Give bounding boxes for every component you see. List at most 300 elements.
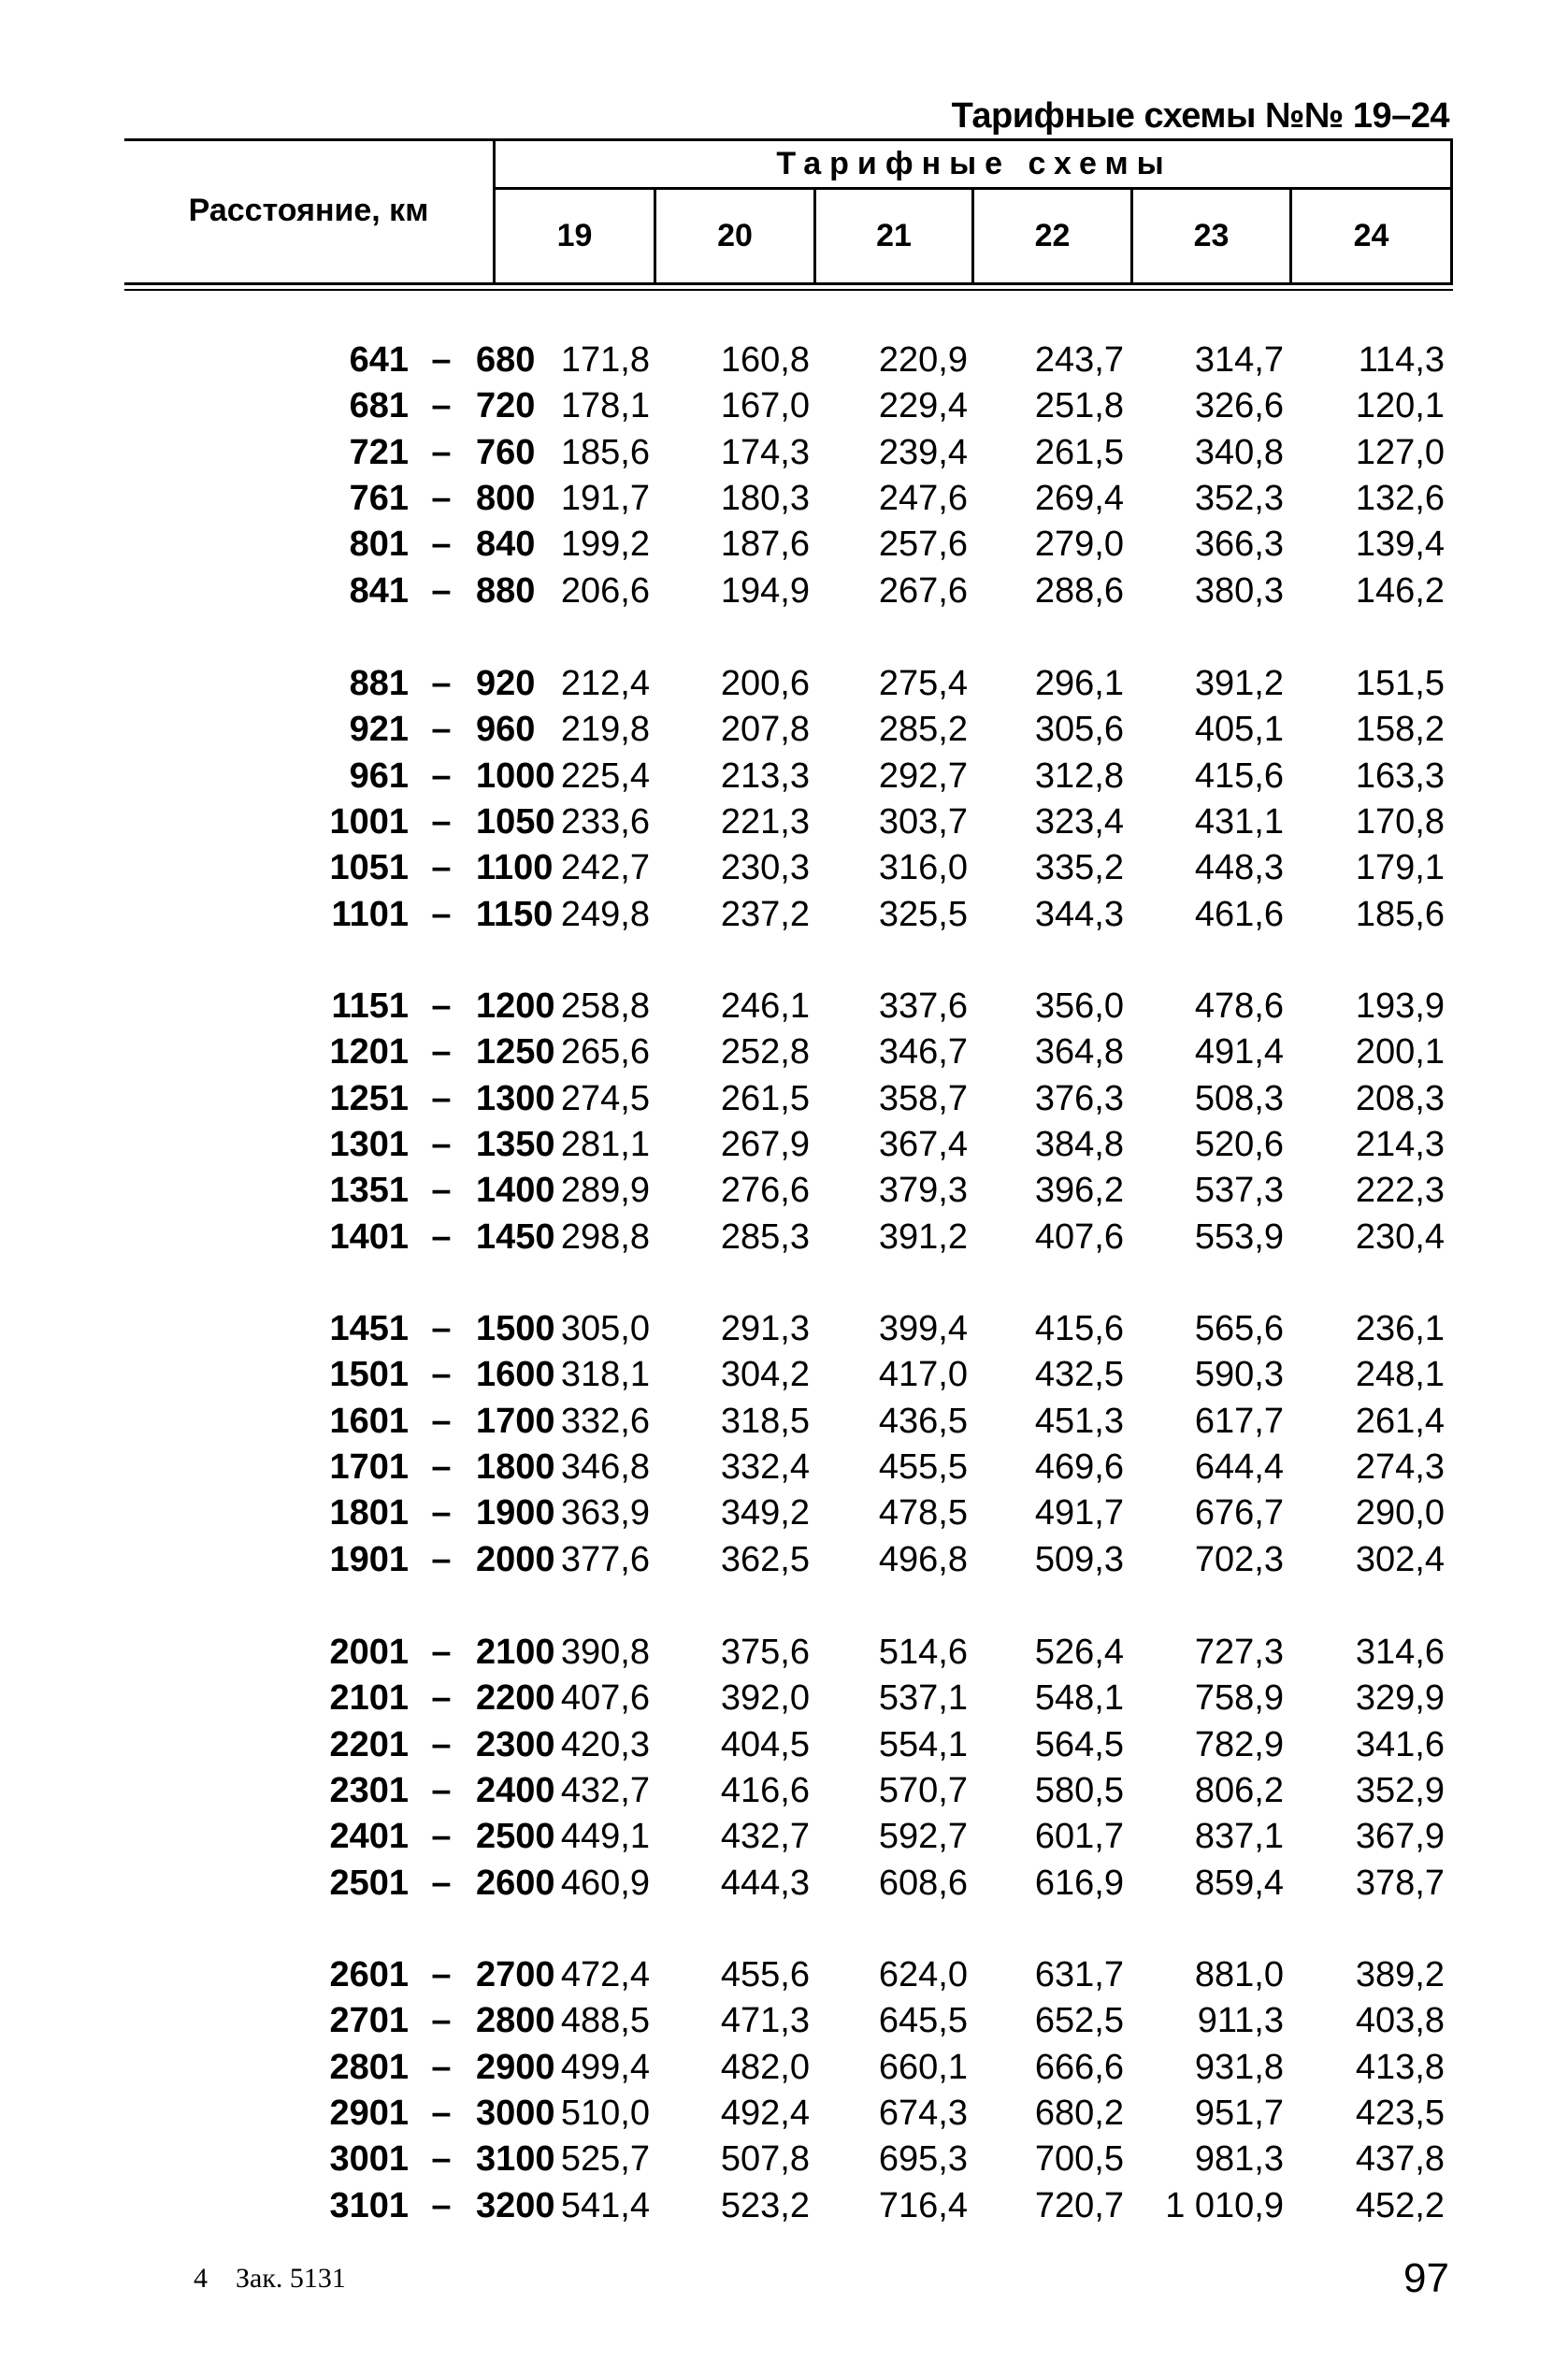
scheme-divider [1289,187,1292,285]
distance-to: 840 [476,525,536,564]
tariff-value-24: 378,7 [1355,1864,1445,1903]
tariff-value-23: 617,7 [1194,1402,1284,1441]
tariff-value-21: 608,6 [878,1864,968,1903]
tariff-value-21: 303,7 [878,802,968,842]
tariff-value-24: 132,6 [1355,479,1445,518]
distance-from: 1151 [331,986,409,1026]
tariff-value-22: 384,8 [1034,1125,1124,1164]
tariff-value-24: 236,1 [1355,1309,1445,1348]
table-row [0,753,1568,799]
tariff-value-19: 206,6 [560,571,650,611]
tariff-value-22: 548,1 [1034,1678,1124,1718]
distance-from: 801 [349,525,409,564]
scheme-header-19: 19 [556,218,593,253]
tariff-value-22: 243,7 [1034,340,1124,380]
tariff-value-19: 525,7 [560,2139,650,2179]
tariff-value-24: 329,9 [1355,1678,1445,1718]
tariff-value-22: 631,7 [1034,1955,1124,1994]
distance-dash: – [431,1817,452,1856]
table-row [0,1490,1568,1536]
tariff-value-24: 230,4 [1355,1217,1445,1257]
tariff-value-22: 415,6 [1034,1309,1124,1348]
tariff-value-20: 304,2 [720,1355,810,1394]
table-row [0,1629,1568,1676]
tariff-value-21: 267,6 [878,571,968,611]
distance-from: 761 [349,479,409,518]
tariff-value-21: 554,1 [878,1725,968,1764]
tariff-value-21: 379,3 [878,1171,968,1210]
tariff-value-22: 451,3 [1034,1402,1124,1441]
tariff-value-23: 859,4 [1194,1864,1284,1903]
tariff-value-19: 449,1 [560,1817,650,1856]
tariff-value-23: 405,1 [1194,710,1284,749]
tariff-value-24: 200,1 [1355,1032,1445,1072]
tariff-value-21: 358,7 [878,1079,968,1118]
tariff-value-24: 437,8 [1355,2139,1445,2179]
distance-from: 1351 [329,1171,409,1210]
tariff-value-20: 160,8 [720,340,810,380]
tariff-value-23: 951,7 [1194,2094,1284,2133]
distance-from: 841 [349,571,409,611]
tariff-value-23: 391,2 [1194,664,1284,703]
distance-from: 1301 [329,1125,409,1164]
tariff-value-24: 170,8 [1355,802,1445,842]
distance-from: 3101 [329,2186,409,2225]
tariff-value-19: 289,9 [560,1171,650,1210]
tariff-value-19: 258,8 [560,986,650,1026]
tariff-value-21: 275,4 [878,664,968,703]
distance-from: 2501 [329,1864,409,1903]
distance-to: 760 [476,433,536,472]
tariff-value-22: 251,8 [1034,386,1124,425]
tariff-value-23: 415,6 [1194,756,1284,796]
tariff-value-21: 220,9 [878,340,968,380]
distance-to: 920 [476,664,536,703]
distance-from: 681 [349,386,409,425]
tariff-value-21: 455,5 [878,1447,968,1487]
tariff-value-19: 363,9 [560,1493,650,1533]
tariff-value-23: 314,7 [1194,340,1284,380]
scheme-header-24: 24 [1353,218,1389,253]
tariff-value-19: 407,6 [560,1678,650,1718]
distance-dash: – [431,433,452,472]
distance-dash: – [431,2048,452,2087]
tariff-value-24: 248,1 [1355,1355,1445,1394]
tariff-value-20: 230,3 [720,848,810,887]
scheme-header-22: 22 [1034,218,1071,253]
tariff-value-20: 200,6 [720,664,810,703]
tariff-value-22: 296,1 [1034,664,1124,703]
distance-from: 1451 [329,1309,409,1348]
tariff-value-22: 335,2 [1034,848,1124,887]
tariff-value-22: 509,3 [1034,1540,1124,1579]
distance-dash: – [431,1402,452,1441]
tariff-value-24: 185,6 [1355,895,1445,934]
distance-from: 721 [349,433,409,472]
distance-dash: – [431,1217,452,1257]
distance-dash: – [431,340,452,380]
tariff-value-19: 185,6 [560,433,650,472]
scheme-divider [654,187,656,285]
tariff-value-21: 391,2 [878,1217,968,1257]
table-row [0,844,1568,891]
tariff-value-24: 452,2 [1355,2186,1445,2225]
tariff-value-19: 199,2 [560,525,650,564]
table-row [0,1860,1568,1907]
distance-dash: – [431,664,452,703]
tariff-value-23: 758,9 [1194,1678,1284,1718]
distance-from: 2001 [329,1633,409,1672]
distance-dash: – [431,2186,452,2225]
distance-from: 1251 [329,1079,409,1118]
scheme-header-21: 21 [876,218,912,253]
tariff-value-20: 375,6 [720,1633,810,1672]
tariff-value-21: 716,4 [878,2186,968,2225]
tariff-value-20: 221,3 [720,802,810,842]
table-row [0,1398,1568,1445]
tariff-value-19: 305,0 [560,1309,650,1348]
tariff-value-19: 432,7 [560,1771,650,1810]
tariff-value-23: 431,1 [1194,802,1284,842]
distance-from: 1901 [329,1540,409,1579]
tariff-value-21: 346,7 [878,1032,968,1072]
tariff-value-23: 911,3 [1197,2001,1284,2040]
tariff-value-20: 332,4 [720,1447,810,1487]
tariff-value-22: 269,4 [1034,479,1124,518]
tariff-value-21: 695,3 [878,2139,968,2179]
tariff-value-24: 389,2 [1355,1955,1445,1994]
tariff-value-20: 267,9 [720,1125,810,1164]
table-row [0,660,1568,707]
distance-from: 961 [349,756,409,796]
tariff-value-23: 881,0 [1194,1955,1284,1994]
scheme-divider [1130,187,1133,285]
distance-from: 2101 [329,1678,409,1718]
tariff-value-21: 337,6 [878,986,968,1026]
table-row [0,1075,1568,1122]
tariff-value-24: 146,2 [1355,571,1445,611]
tariff-value-22: 720,7 [1034,2186,1124,2225]
distance-to: 2700 [476,1955,555,1994]
tariff-value-22: 407,6 [1034,1217,1124,1257]
tariff-value-24: 158,2 [1355,710,1445,749]
tariff-value-20: 416,6 [720,1771,810,1810]
table-row [0,983,1568,1029]
tariff-value-24: 114,3 [1358,340,1445,380]
distance-to: 2500 [476,1817,555,1856]
table-row [0,1214,1568,1260]
tariff-value-22: 364,8 [1034,1032,1124,1072]
distance-to: 1000 [476,756,555,796]
tariff-value-20: 207,8 [720,710,810,749]
tariff-value-21: 285,2 [878,710,968,749]
tariff-value-20: 404,5 [720,1725,810,1764]
tariff-value-21: 239,4 [878,433,968,472]
tariff-value-20: 174,3 [720,433,810,472]
distance-to: 2400 [476,1771,555,1810]
table-row [0,799,1568,845]
tariff-value-21: 316,0 [878,848,968,887]
tariff-value-20: 362,5 [720,1540,810,1579]
distance-dash: – [431,895,452,934]
tariff-value-24: 193,9 [1355,986,1445,1026]
tariff-value-19: 318,1 [560,1355,650,1394]
tariff-value-21: 478,5 [878,1493,968,1533]
distance-to: 2600 [476,1864,555,1903]
tariff-value-23: 676,7 [1194,1493,1284,1533]
tariff-value-24: 413,8 [1355,2048,1445,2087]
tariff-value-21: 436,5 [878,1402,968,1441]
tariff-value-22: 344,3 [1034,895,1124,934]
scheme-divider [971,187,974,285]
tariff-value-23: 782,9 [1194,1725,1284,1764]
distance-to: 1800 [476,1447,555,1487]
tariff-value-19: 242,7 [560,848,650,887]
distance-to: 880 [476,571,536,611]
tariff-value-24: 163,3 [1355,756,1445,796]
tariff-value-19: 274,5 [560,1079,650,1118]
distance-from: 2401 [329,1817,409,1856]
tariff-value-20: 471,3 [720,2001,810,2040]
tariff-value-20: 432,7 [720,1817,810,1856]
distance-to: 1600 [476,1355,555,1394]
distance-to: 1400 [476,1171,555,1210]
distance-to: 1350 [476,1125,555,1164]
tariff-value-24: 423,5 [1355,2094,1445,2133]
tariff-value-21: 514,6 [878,1633,968,1672]
tariff-value-23: 702,3 [1194,1540,1284,1579]
table-row [0,2136,1568,2182]
table-row [0,1675,1568,1721]
tariff-value-22: 469,6 [1034,1447,1124,1487]
tariff-value-19: 178,1 [560,386,650,425]
tariff-value-23: 837,1 [1194,1817,1284,1856]
distance-dash: – [431,1540,452,1579]
tariff-value-19: 191,7 [560,479,650,518]
tariff-value-24: 222,3 [1355,1171,1445,1210]
tariff-value-24: 314,6 [1355,1633,1445,1672]
distance-from: 2201 [329,1725,409,1764]
tariff-value-20: 180,3 [720,479,810,518]
tariff-value-24: 120,1 [1355,386,1445,425]
tariff-value-22: 601,7 [1034,1817,1124,1856]
tariff-value-24: 179,1 [1355,848,1445,887]
tariff-value-21: 292,7 [878,756,968,796]
tariff-value-22: 526,4 [1034,1633,1124,1672]
tariff-value-19: 420,3 [560,1725,650,1764]
tariff-value-22: 261,5 [1034,433,1124,472]
tariff-value-19: 377,6 [560,1540,650,1579]
tariff-value-24: 139,4 [1355,525,1445,564]
distance-to: 2300 [476,1725,555,1764]
distance-dash: – [431,1447,452,1487]
tariff-value-22: 305,6 [1034,710,1124,749]
page-number: 97 [1403,2255,1449,2301]
tariff-value-21: 674,3 [878,2094,968,2133]
tariff-value-20: 523,2 [720,2186,810,2225]
tariff-value-23: 491,4 [1194,1032,1284,1072]
tariff-value-19: 499,4 [560,2048,650,2087]
tariff-value-22: 616,9 [1034,1864,1124,1903]
distance-dash: – [431,1493,452,1533]
table-row [0,2044,1568,2091]
tariff-value-20: 444,3 [720,1864,810,1903]
distance-from: 1701 [329,1447,409,1487]
tariff-value-20: 252,8 [720,1032,810,1072]
tariff-value-22: 288,6 [1034,571,1124,611]
distance-dash: – [431,479,452,518]
table-row [0,891,1568,938]
distance-to: 1150 [476,895,554,934]
distance-from: 1101 [331,895,409,934]
distance-dash: – [431,1955,452,1994]
header-rule-bottom [124,282,1453,285]
tariff-value-23: 478,6 [1194,986,1284,1026]
tariff-value-19: 171,8 [560,340,650,380]
tariff-value-21: 660,1 [878,2048,968,2087]
tariff-value-22: 666,6 [1034,2048,1124,2087]
table-row [0,521,1568,568]
distance-to: 680 [476,340,536,380]
table-row [0,1121,1568,1168]
distance-dash: – [431,1633,452,1672]
tariff-value-24: 151,5 [1355,664,1445,703]
distance-to: 1200 [476,986,555,1026]
tariff-value-20: 349,2 [720,1493,810,1533]
order-code: 4 Зак. 5131 [194,2263,346,2294]
tariff-value-22: 700,5 [1034,2139,1124,2179]
distance-to: 3000 [476,2094,555,2133]
tariff-value-24: 127,0 [1355,433,1445,472]
tariff-value-23: 537,3 [1194,1171,1284,1210]
distance-dash: – [431,2001,452,2040]
tariff-value-20: 167,0 [720,386,810,425]
tariff-value-24: 214,3 [1355,1125,1445,1164]
table-row [0,2090,1568,2137]
distance-from: 1501 [329,1355,409,1394]
tariff-value-21: 496,8 [878,1540,968,1579]
tariff-value-23: 931,8 [1194,2048,1284,2087]
distance-to: 3100 [476,2139,555,2179]
distance-to: 2200 [476,1678,555,1718]
tariff-value-20: 246,1 [720,986,810,1026]
tariff-value-23: 1 010,9 [1165,2186,1284,2225]
distance-from: 921 [349,710,409,749]
distance-from: 3001 [329,2139,409,2179]
tariff-value-19: 460,9 [560,1864,650,1903]
tariff-value-20: 318,5 [720,1402,810,1441]
table-row [0,337,1568,383]
tariff-value-23: 461,6 [1194,895,1284,934]
table-row [0,1767,1568,1814]
tariff-value-19: 510,0 [560,2094,650,2133]
distance-from: 1051 [329,848,409,887]
table-row [0,1997,1568,2044]
tariff-value-23: 520,6 [1194,1125,1284,1164]
distance-dash: – [431,1309,452,1348]
tariff-value-23: 565,6 [1194,1309,1284,1348]
distance-from: 1001 [329,802,409,842]
tariff-value-22: 312,8 [1034,756,1124,796]
tariff-value-23: 644,4 [1194,1447,1284,1487]
tariff-value-20: 507,8 [720,2139,810,2179]
tariff-value-20: 194,9 [720,571,810,611]
distance-to: 1450 [476,1217,555,1257]
tariff-value-22: 652,5 [1034,2001,1124,2040]
distance-dash: – [431,1771,452,1810]
tariff-value-19: 233,6 [560,802,650,842]
tariff-value-23: 340,8 [1194,433,1284,472]
distance-to: 1300 [476,1079,555,1118]
distance-to: 2000 [476,1540,555,1579]
tariff-value-23: 366,3 [1194,525,1284,564]
tariff-value-20: 482,0 [720,2048,810,2087]
tariff-value-19: 281,1 [560,1125,650,1164]
tariff-value-20: 392,0 [720,1678,810,1718]
distance-from: 1201 [329,1032,409,1072]
distance-dash: – [431,802,452,842]
distance-dash: – [431,1079,452,1118]
tariff-value-22: 432,5 [1034,1355,1124,1394]
tariff-value-22: 376,3 [1034,1079,1124,1118]
tariff-value-24: 302,4 [1355,1540,1445,1579]
tariff-value-19: 346,8 [560,1447,650,1487]
tariff-value-21: 570,7 [878,1771,968,1810]
distance-dash: – [431,1725,452,1764]
distance-dash: – [431,571,452,611]
tariff-value-21: 645,5 [878,2001,968,2040]
distance-to: 2900 [476,2048,555,2087]
distance-to: 1050 [476,802,555,842]
distance-dash: – [431,1125,452,1164]
distance-from: 881 [349,664,409,703]
distance-to: 1100 [476,848,554,887]
tariff-value-23: 448,3 [1194,848,1284,887]
tariff-value-19: 249,8 [560,895,650,934]
distance-dash: – [431,1171,452,1210]
distance-from: 1801 [329,1493,409,1533]
tariff-value-20: 492,4 [720,2094,810,2133]
tariff-value-22: 356,0 [1034,986,1124,1026]
table-row [0,1167,1568,1214]
tariff-value-24: 403,8 [1355,2001,1445,2040]
table-row [0,568,1568,614]
table-row [0,1813,1568,1860]
tariff-value-21: 624,0 [878,1955,968,1994]
tariff-value-24: 290,0 [1355,1493,1445,1533]
distance-to: 800 [476,479,536,518]
distance-column-header: Расстояние, км [188,192,429,228]
tariff-value-22: 279,0 [1034,525,1124,564]
table-row [0,1951,1568,1998]
table-row [0,1536,1568,1583]
tariff-value-20: 237,2 [720,895,810,934]
distance-from: 2601 [329,1955,409,1994]
tariff-value-23: 553,9 [1194,1217,1284,1257]
table-row [0,1721,1568,1768]
tariff-value-22: 580,5 [1034,1771,1124,1810]
tariff-value-22: 680,2 [1034,2094,1124,2133]
tariff-value-21: 325,5 [878,895,968,934]
tariff-value-19: 298,8 [560,1217,650,1257]
distance-from: 2801 [329,2048,409,2087]
distance-dash: – [431,386,452,425]
distance-to: 1700 [476,1402,555,1441]
tariff-value-24: 367,9 [1355,1817,1445,1856]
tariff-value-21: 247,6 [878,479,968,518]
table-row [0,475,1568,522]
distance-to: 2100 [476,1633,555,1672]
